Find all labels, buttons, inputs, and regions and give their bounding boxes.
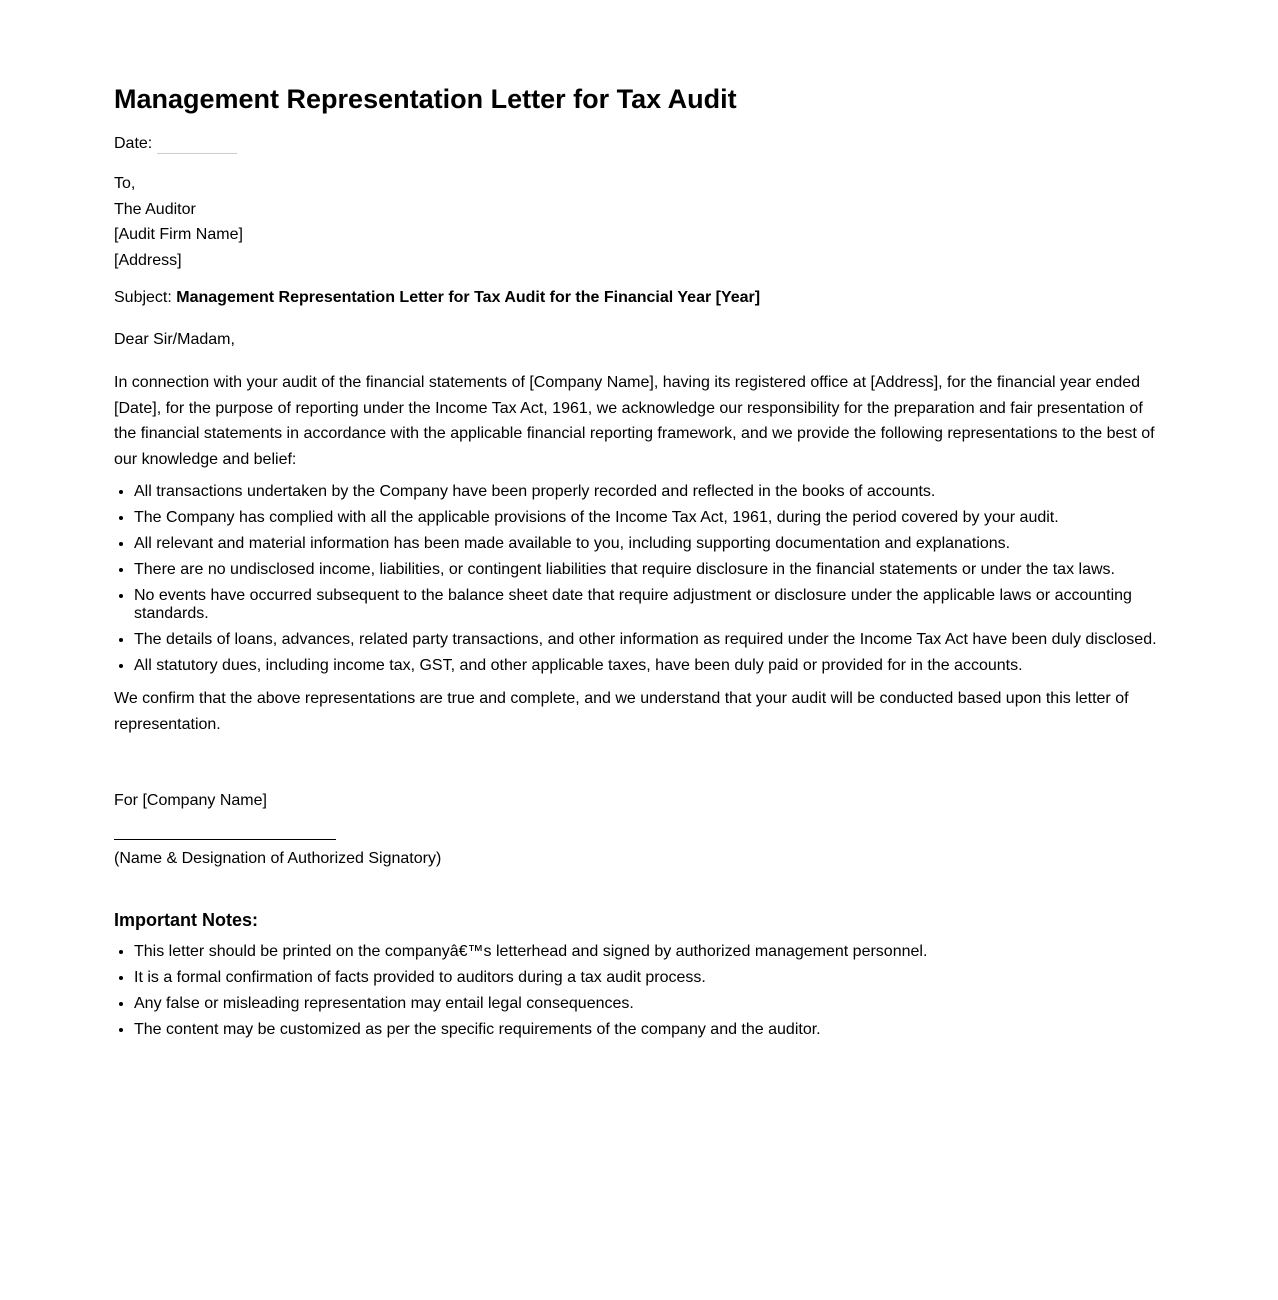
- list-item: • All relevant and material information has been made available to you, including supporting documentation and explanations.: [134, 535, 1162, 553]
- list-item: • All statutory dues, including income tax, GST, and other applicable taxes, have been duly paid or provided for in the accounts.: [134, 657, 1162, 675]
- list-item: • This letter should be printed on the companyâ€™s letterhead and signed by authorized management personnel.: [134, 943, 1162, 961]
- date-row: [114, 134, 1162, 154]
- subject-text: Management Representation Letter for Tax Audit for the Financial Year [Year]: [176, 289, 761, 306]
- notes-heading: Important Notes:: [114, 909, 258, 930]
- list-item: • No events have occurred subsequent to the balance sheet date that require adjustment or disclosure under the applicable laws or accounting standards.: [134, 587, 1162, 623]
- address-line: To,: [114, 175, 136, 192]
- page-title: Management Representation Letter for Tax Audit: [114, 84, 737, 114]
- list-item: • Any false or misleading representation may entail legal consequences.: [134, 995, 1162, 1013]
- address-line: [Audit Firm Name]: [114, 226, 243, 243]
- signatory-caption: (Name & Designation of Authorized Signatory): [114, 849, 442, 867]
- list-item: • There are no undisclosed income, liabilities, or contingent liabilities that require disclosure in the financial statements or under the tax laws.: [134, 561, 1162, 579]
- date-blank-field: [157, 139, 237, 154]
- salutation: Dear Sir/Madam,: [114, 331, 235, 348]
- letter-document: [114, 82, 1162, 1047]
- confirmation-paragraph: We confirm that the above representations are true and complete, and we understand that your audit will be conducted based upon this letter of representation.: [114, 690, 1129, 733]
- notes-list: [114, 943, 1162, 1039]
- subject-line: [114, 288, 1162, 308]
- signature-line: [114, 839, 336, 840]
- address-line: The Auditor: [114, 200, 196, 218]
- recipient-address: [114, 171, 1162, 273]
- list-item: • The details of loans, advances, related party transactions, and other information as required under the Income Tax Act have been duly disclosed.: [134, 631, 1162, 649]
- list-item: • The content may be customized as per the specific requirements of the company and the auditor.: [134, 1021, 1162, 1039]
- representations-list: [114, 483, 1162, 675]
- subject-label: Subject:: [114, 289, 172, 306]
- intro-paragraph: In connection with your audit of the financial statements of [Company Name], having its registered office at [Address], for the financial year ended [Date], for the purpose of reporting under the Income Tax Act, 1961, we acknowledge our responsibility for the preparation and fair presentation of the financial statements in accordance with the applicable financial reporting framework, and we provide the following representations to the best of our knowledge and belief:: [114, 374, 1155, 468]
- date-label: Date:: [114, 135, 153, 152]
- address-line: [Address]: [114, 251, 182, 269]
- list-item: • All transactions undertaken by the Company have been properly recorded and reflected in the books of accounts.: [134, 483, 1162, 501]
- for-company: For [Company Name]: [114, 791, 267, 809]
- list-item: • The Company has complied with all the applicable provisions of the Income Tax Act, 1961, during the period covered by your audit.: [134, 509, 1162, 527]
- list-item: • It is a formal confirmation of facts provided to auditors during a tax audit process.: [134, 969, 1162, 987]
